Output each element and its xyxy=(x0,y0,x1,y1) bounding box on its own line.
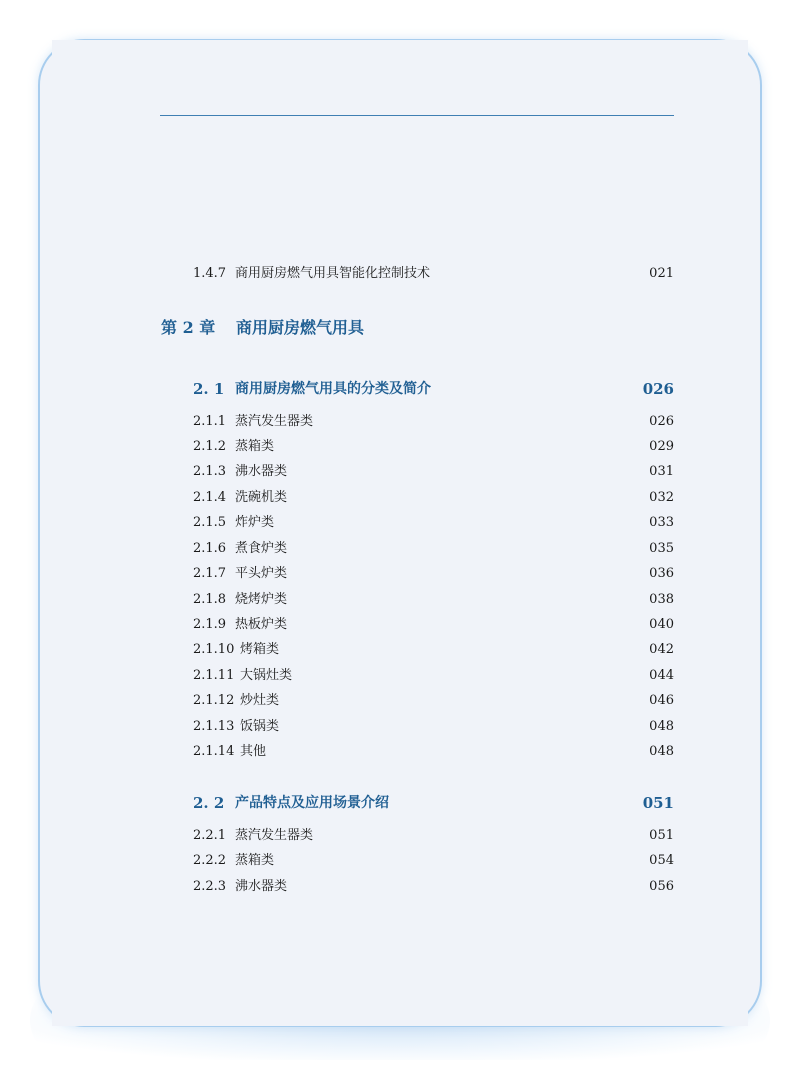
toc-entry[interactable] xyxy=(193,640,674,660)
chapter-number: 第 2 章 xyxy=(161,318,216,337)
toc-entry[interactable] xyxy=(193,615,674,635)
toc-entry[interactable] xyxy=(193,412,674,432)
toc-entry-number: 2.1.7 xyxy=(193,566,227,581)
toc-entry-title: 商用厨房燃气用具智能化控制技术 xyxy=(235,266,431,281)
toc-entry[interactable] xyxy=(193,264,674,284)
toc-entry-title: 沸水器类 xyxy=(235,464,288,479)
toc-entry-page: 051 xyxy=(649,828,674,843)
toc-entry-number: 2.1.2 xyxy=(193,439,227,454)
toc-entry-title: 蒸汽发生器类 xyxy=(235,414,314,429)
toc-entry-number: 2.1.8 xyxy=(193,592,227,607)
toc-entry[interactable] xyxy=(193,717,674,737)
toc-entry-title: 其他 xyxy=(240,744,267,759)
toc-entry[interactable] xyxy=(193,539,674,559)
toc-entry-number: 2.1.12 xyxy=(193,693,235,708)
toc-entry[interactable] xyxy=(193,590,674,610)
toc-entry-title: 烧烤炉类 xyxy=(235,592,288,607)
toc-entry[interactable] xyxy=(193,851,674,871)
section-number: 2. 1 xyxy=(193,380,225,398)
toc-entry-number: 2.2.2 xyxy=(193,853,227,868)
toc-entry[interactable] xyxy=(193,742,674,762)
toc-entry-title: 炸炉类 xyxy=(235,515,275,530)
toc-entry-title: 平头炉类 xyxy=(235,566,288,581)
toc-entry-page: 026 xyxy=(649,414,674,429)
toc-entry-title: 蒸箱类 xyxy=(235,853,275,868)
toc-entry[interactable] xyxy=(193,826,674,846)
toc-entry-page: 029 xyxy=(649,439,674,454)
toc-entry-title: 煮食炉类 xyxy=(235,541,288,556)
toc-entry[interactable] xyxy=(193,437,674,457)
toc-entry-page: 044 xyxy=(649,668,674,683)
toc-entry-page: 040 xyxy=(649,617,674,632)
toc-entry-page: 048 xyxy=(649,719,674,734)
toc-entry-title: 热板炉类 xyxy=(235,617,288,632)
section-heading-2-1[interactable] xyxy=(193,378,674,400)
toc-entry-number: 2.1.10 xyxy=(193,642,235,657)
toc-entry-page: 032 xyxy=(649,490,674,505)
toc-entry-page: 035 xyxy=(649,541,674,556)
toc-entry[interactable] xyxy=(193,691,674,711)
toc-entry-title: 炒灶类 xyxy=(240,693,280,708)
toc-entry-title: 大锅灶类 xyxy=(240,668,293,683)
toc-entry[interactable] xyxy=(193,462,674,482)
toc-entry-page: 036 xyxy=(649,566,674,581)
toc-entry-page: 046 xyxy=(649,693,674,708)
toc-entry-page: 033 xyxy=(649,515,674,530)
toc-entry-page: 038 xyxy=(649,592,674,607)
toc-entry-title: 洗碗机类 xyxy=(235,490,288,505)
toc-entry-number: 2.1.4 xyxy=(193,490,227,505)
toc-entry-page: 056 xyxy=(649,879,674,894)
toc-entry-number: 2.1.6 xyxy=(193,541,227,556)
toc-entry-number: 1.4.7 xyxy=(193,266,227,281)
toc-entry-number: 2.1.14 xyxy=(193,744,235,759)
toc-entry-number: 2.1.3 xyxy=(193,464,227,479)
toc-entry-number: 2.2.1 xyxy=(193,828,227,843)
toc-entry[interactable] xyxy=(193,513,674,533)
toc-entry-number: 2.1.9 xyxy=(193,617,227,632)
toc-entry[interactable] xyxy=(193,666,674,686)
section-number: 2. 2 xyxy=(193,794,225,812)
section-page: 026 xyxy=(642,380,674,398)
toc-entry-number: 2.1.11 xyxy=(193,668,235,683)
toc-entry[interactable] xyxy=(193,488,674,508)
toc-entry[interactable] xyxy=(193,877,674,897)
section-title: 商用厨房燃气用具的分类及简介 xyxy=(235,381,431,397)
toc-entry-number: 2.1.13 xyxy=(193,719,235,734)
toc-entry-page: 054 xyxy=(649,853,674,868)
header-rule xyxy=(160,115,674,116)
section-title: 产品特点及应用场景介绍 xyxy=(235,795,389,811)
section-page: 051 xyxy=(642,794,674,812)
toc-entry-title: 蒸汽发生器类 xyxy=(235,828,314,843)
chapter-title: 商用厨房燃气用具 xyxy=(236,318,365,337)
toc-entry-title: 蒸箱类 xyxy=(235,439,275,454)
toc-entry-page: 042 xyxy=(649,642,674,657)
toc-entry-page: 048 xyxy=(649,744,674,759)
toc-entry-title: 烤箱类 xyxy=(240,642,280,657)
toc-entry-number: 2.1.1 xyxy=(193,414,227,429)
toc-entry-page: 031 xyxy=(649,464,674,479)
toc-entry-title: 饭锅类 xyxy=(240,719,280,734)
toc-entry[interactable] xyxy=(193,564,674,584)
toc-entry-title: 沸水器类 xyxy=(235,879,288,894)
toc-entry-number: 2.1.5 xyxy=(193,515,227,530)
section-heading-2-2[interactable] xyxy=(193,792,674,814)
toc-entry-number: 2.2.3 xyxy=(193,879,227,894)
toc-entry-page: 021 xyxy=(649,266,674,281)
